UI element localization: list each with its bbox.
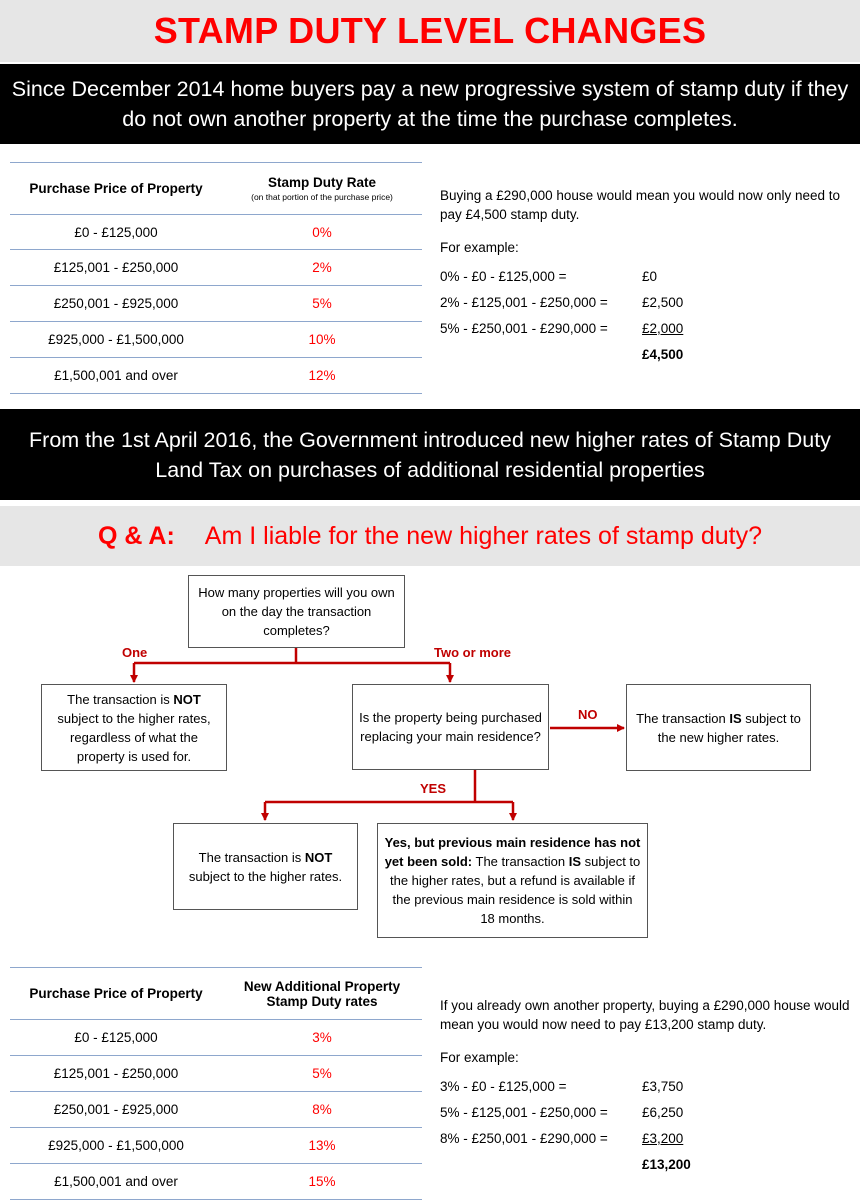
price-cell: £125,001 - £250,000 [10,250,222,286]
flow-text-mid: The transaction [472,854,569,869]
table-header-row [10,968,422,1020]
flow-box-text [180,848,351,886]
flow-box-refund [377,823,648,938]
example-intro: If you already own another property, buying a £290,000 house would mean you would now need to pay £13,200 stamp duty. [440,998,850,1032]
flow-box-text: Is the property being purchased replacing your main residence? [359,710,542,744]
price-cell: £250,001 - £925,000 [10,286,222,322]
col-header-price: Purchase Price of Property [10,968,222,1020]
flow-box-properties-question [188,575,405,648]
intro-text: Since December 2014 home buyers pay a new progressive system of stamp duty if they do not own another property at the time the purchase completes. [11,77,849,131]
flow-text-bold: IS [729,710,742,726]
rate-cell: 12% [222,358,422,394]
table-row [10,1056,422,1092]
table-row [10,1164,422,1200]
flow-label-two-or-more: Two or more [434,645,512,660]
example-heading: For example: [440,1050,519,1065]
rate-cell: 13% [222,1128,422,1164]
col-header-rate-title: Stamp Duty Rate [267,175,377,190]
example-total: £4,500 [642,346,684,362]
flow-text-pre: The transaction is [198,849,305,865]
page-title: STAMP DUTY LEVEL CHANGES [153,10,707,51]
table-row [10,1092,422,1128]
example-total: £13,200 [642,1156,691,1172]
flow-label-one: One [122,645,148,660]
rate-cell: 5% [222,286,422,322]
flow-label-no: NO [578,707,598,722]
flow-box-text [384,833,641,928]
price-cell: £925,000 - £1,500,000 [10,322,222,358]
flow-text-bold: NOT [304,849,333,865]
price-cell: £250,001 - £925,000 [10,1092,222,1128]
example-line-label: 3% - £0 - £125,000 = [440,1078,567,1094]
example-line-label: 2% - £125,001 - £250,000 = [440,294,608,310]
price-cell: £1,500,001 and over [10,1164,222,1200]
example-additional [440,996,850,1177]
higher-rates-text: From the 1st April 2016, the Government introduced new higher rates of Stamp Duty Land Tax on purchases of additional residential properties [29,427,831,482]
flow-box-not-subject-regardless [41,684,227,771]
flow-text-pre: The transaction is [67,691,174,707]
example-line [440,1073,850,1099]
rate-cell: 8% [222,1092,422,1128]
flow-box-is-subject [626,684,811,771]
example-line-amount: £2,000 [642,320,684,336]
flow-box-text: How many properties will you own on the day the transaction completes? [198,585,395,638]
example-line-label: 8% - £250,001 - £290,000 = [440,1130,608,1146]
flow-box-main-residence-question [352,684,549,770]
flow-text-post: subject to the higher rates, regardless of what the property is used for. [57,710,211,764]
rate-cell: 15% [222,1164,422,1200]
example-line-amount: £3,200 [642,1130,684,1146]
flow-label-yes: YES [420,781,447,796]
price-cell: £0 - £125,000 [10,1020,222,1056]
flow-box-text [48,690,220,766]
price-cell: £1,500,001 and over [10,358,222,394]
example-line-label: 5% - £125,001 - £250,000 = [440,1104,608,1120]
qa-label: Q & A: [97,521,175,550]
flow-text-post: subject to the higher rates. [188,868,343,884]
example-line [440,1099,850,1125]
flow-text-post: subject to the higher rates, but a refund is available if the previous main residence is sold within 18 months. [390,854,641,926]
flow-text-post: subject to the new higher rates. [657,710,801,745]
flow-text-bold: IS [568,854,582,869]
flow-text-bold: NOT [173,691,201,707]
price-cell: £125,001 - £250,000 [10,1056,222,1092]
flow-text-pre: The transaction [636,710,730,726]
rate-cell: 2% [222,250,422,286]
flow-box-not-subject [173,823,358,910]
example-line-amount: £2,500 [642,294,684,310]
col-header-price: Purchase Price of Property [10,163,222,215]
example-line-amount: £3,750 [642,1078,684,1094]
example-line [440,1125,850,1151]
flow-box-text [633,709,804,747]
example-heading: For example: [440,240,519,255]
qa-question: Am I liable for the new higher rates of stamp duty? [204,521,763,550]
additional-property-table [10,967,422,1200]
rate-cell: 3% [222,1020,422,1056]
flow-text-bold: Yes, but previous main residence has not yet been sold: [384,835,641,869]
rate-cell: 5% [222,1056,422,1092]
rate-cell: 0% [222,215,422,250]
example-intro: Buying a £290,000 house would mean you would now only need to pay £4,500 stamp duty. [440,188,841,222]
example-line-amount: £0 [642,268,658,284]
example-line-amount: £6,250 [642,1104,684,1120]
example-line-label: 5% - £250,001 - £290,000 = [440,320,608,336]
table-row [10,1020,422,1056]
rate-cell: 10% [222,322,422,358]
col-header-rate: New Additional Property Stamp Duty rates [222,968,422,1020]
price-cell: £0 - £125,000 [10,215,222,250]
col-header-rate-note: (on that portion of the purchase price) [251,192,393,202]
table-row [10,1128,422,1164]
price-cell: £925,000 - £1,500,000 [10,1128,222,1164]
example-line-label: 0% - £0 - £125,000 = [440,268,567,284]
